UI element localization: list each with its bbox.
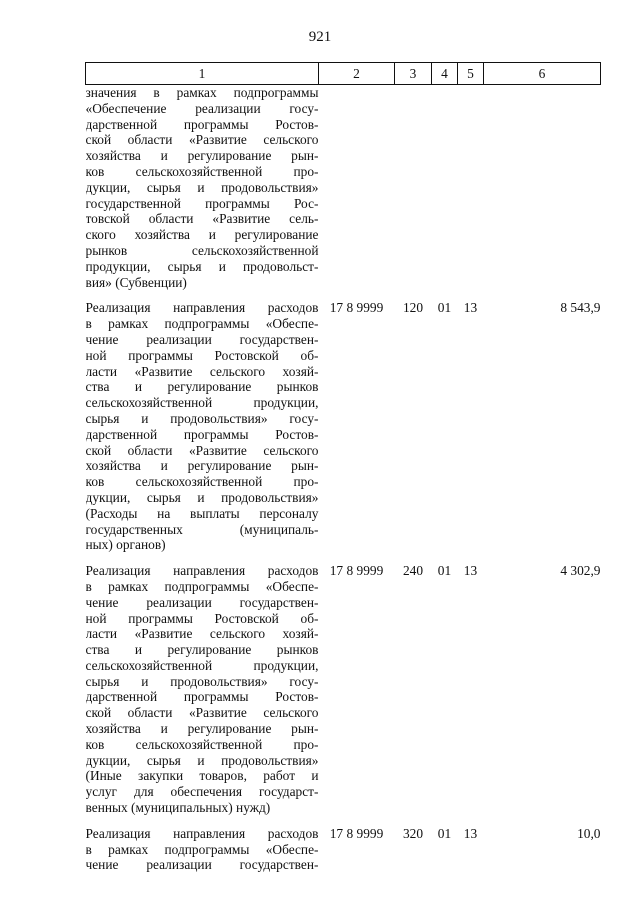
- row-amount: [484, 85, 601, 291]
- description-line: венных (муниципальных) нужд): [85, 800, 271, 816]
- description-line: ных) органов): [85, 537, 166, 553]
- description-line: ласти «Развитие сельского хозяй-: [85, 626, 319, 642]
- row-subsection: 13: [463, 825, 478, 841]
- description-line: (Расходы на выплаты персоналу: [85, 505, 319, 521]
- header-col-6: 6: [484, 63, 601, 85]
- row-subsection: 13: [463, 563, 478, 579]
- row-description: [86, 553, 319, 816]
- description-line: ков сельскохозяйственной про-: [85, 474, 319, 490]
- description-line: государственных (муниципаль-: [85, 521, 319, 537]
- header-col-1: 1: [86, 63, 319, 85]
- row-expense-type: [395, 85, 432, 291]
- row-expense-type: 320: [402, 825, 424, 841]
- description-line: ной программы Ростовской об-: [85, 347, 319, 363]
- table-header-row: [86, 63, 601, 85]
- row-target-code: 17 8 9999: [329, 300, 384, 316]
- description-line: ласти «Развитие сельского хозяй-: [85, 363, 319, 379]
- description-line: ства и регулирование рынков: [85, 379, 319, 395]
- description-line: услуг для обеспечения государст-: [85, 784, 319, 800]
- description-line: хозяйства и регулирование рын-: [85, 721, 319, 737]
- table-row: [86, 553, 601, 816]
- description-line: ства и регулирование рынков: [85, 642, 319, 658]
- description-line: ской области «Развитие сельского: [85, 705, 319, 721]
- row-description: [86, 290, 319, 553]
- row-amount: 4 302,9: [560, 563, 601, 579]
- table-row: [86, 85, 601, 291]
- description-line: Реализация направления расходов: [85, 563, 319, 579]
- description-line: сельскохозяйственной продукции,: [85, 395, 319, 411]
- description-line: «Обеспечение реализации госу-: [85, 100, 319, 116]
- row-section: 01: [437, 563, 452, 579]
- header-col-3: 3: [395, 63, 432, 85]
- budget-table: [85, 62, 601, 873]
- description-line: дукции, сырья и продовольствия»: [85, 752, 319, 768]
- description-line: сельскохозяйственной продукции,: [85, 657, 319, 673]
- row-subsection: [458, 85, 484, 291]
- description-line: в рамках подпрограммы «Обеспе-: [85, 578, 319, 594]
- header-col-4: 4: [432, 63, 458, 85]
- description-line: значения в рамках подпрограммы: [85, 85, 319, 100]
- table-row: [86, 816, 601, 873]
- row-description: [86, 816, 319, 873]
- description-line: вия» (Субвенции): [85, 274, 187, 290]
- description-line: продукции, сырья и продовольст-: [85, 258, 319, 274]
- description-line: государственной программы Рос-: [85, 195, 319, 211]
- row-section: [432, 85, 458, 291]
- row-expense-type: 120: [402, 300, 424, 316]
- description-line: товской области «Развитие сель-: [85, 211, 319, 227]
- header-col-2: 2: [319, 63, 395, 85]
- description-line: в рамках подпрограммы «Обеспе-: [85, 841, 319, 857]
- description-line: чение реализации государствен-: [85, 331, 319, 347]
- description-line: дукции, сырья и продовольствия»: [85, 179, 319, 195]
- description-line: дарственной программы Ростов-: [85, 116, 319, 132]
- page-number: 921: [308, 29, 332, 45]
- row-target-code: 17 8 9999: [329, 825, 384, 841]
- description-line: ков сельскохозяйственной про-: [85, 163, 319, 179]
- header-col-5: 5: [458, 63, 484, 85]
- description-line: Реализация направления расходов: [85, 300, 319, 316]
- description-line: в рамках подпрограммы «Обеспе-: [85, 316, 319, 332]
- description-line: рынков сельскохозяйственной: [85, 242, 319, 258]
- description-line: ского хозяйства и регулирование: [85, 227, 319, 243]
- description-line: Реализация направления расходов: [85, 825, 319, 841]
- table-row: [86, 290, 601, 553]
- description-line: ской области «Развитие сельского: [85, 442, 319, 458]
- row-amount: 10,0: [577, 825, 601, 841]
- description-line: хозяйства и регулирование рын-: [85, 458, 319, 474]
- description-line: дарственной программы Ростов-: [85, 689, 319, 705]
- row-target-code: [319, 85, 395, 291]
- description-line: сырья и продовольствия» госу-: [85, 673, 319, 689]
- row-subsection: 13: [463, 300, 478, 316]
- description-line: ков сельскохозяйственной про-: [85, 736, 319, 752]
- description-line: хозяйства и регулирование рын-: [85, 148, 319, 164]
- row-amount: 8 543,9: [560, 300, 601, 316]
- row-target-code: 17 8 9999: [329, 563, 384, 579]
- description-line: чение реализации государствен-: [85, 857, 319, 873]
- description-line: сырья и продовольствия» госу-: [85, 410, 319, 426]
- row-section: 01: [437, 825, 452, 841]
- description-line: чение реализации государствен-: [85, 594, 319, 610]
- description-line: дарственной программы Ростов-: [85, 426, 319, 442]
- description-line: дукции, сырья и продовольствия»: [85, 489, 319, 505]
- row-expense-type: 240: [402, 563, 424, 579]
- description-line: ной программы Ростовской об-: [85, 610, 319, 626]
- row-description: [86, 85, 319, 291]
- description-line: (Иные закупки товаров, работ и: [85, 768, 319, 784]
- row-section: 01: [437, 300, 452, 316]
- description-line: ской области «Развитие сельского: [85, 132, 319, 148]
